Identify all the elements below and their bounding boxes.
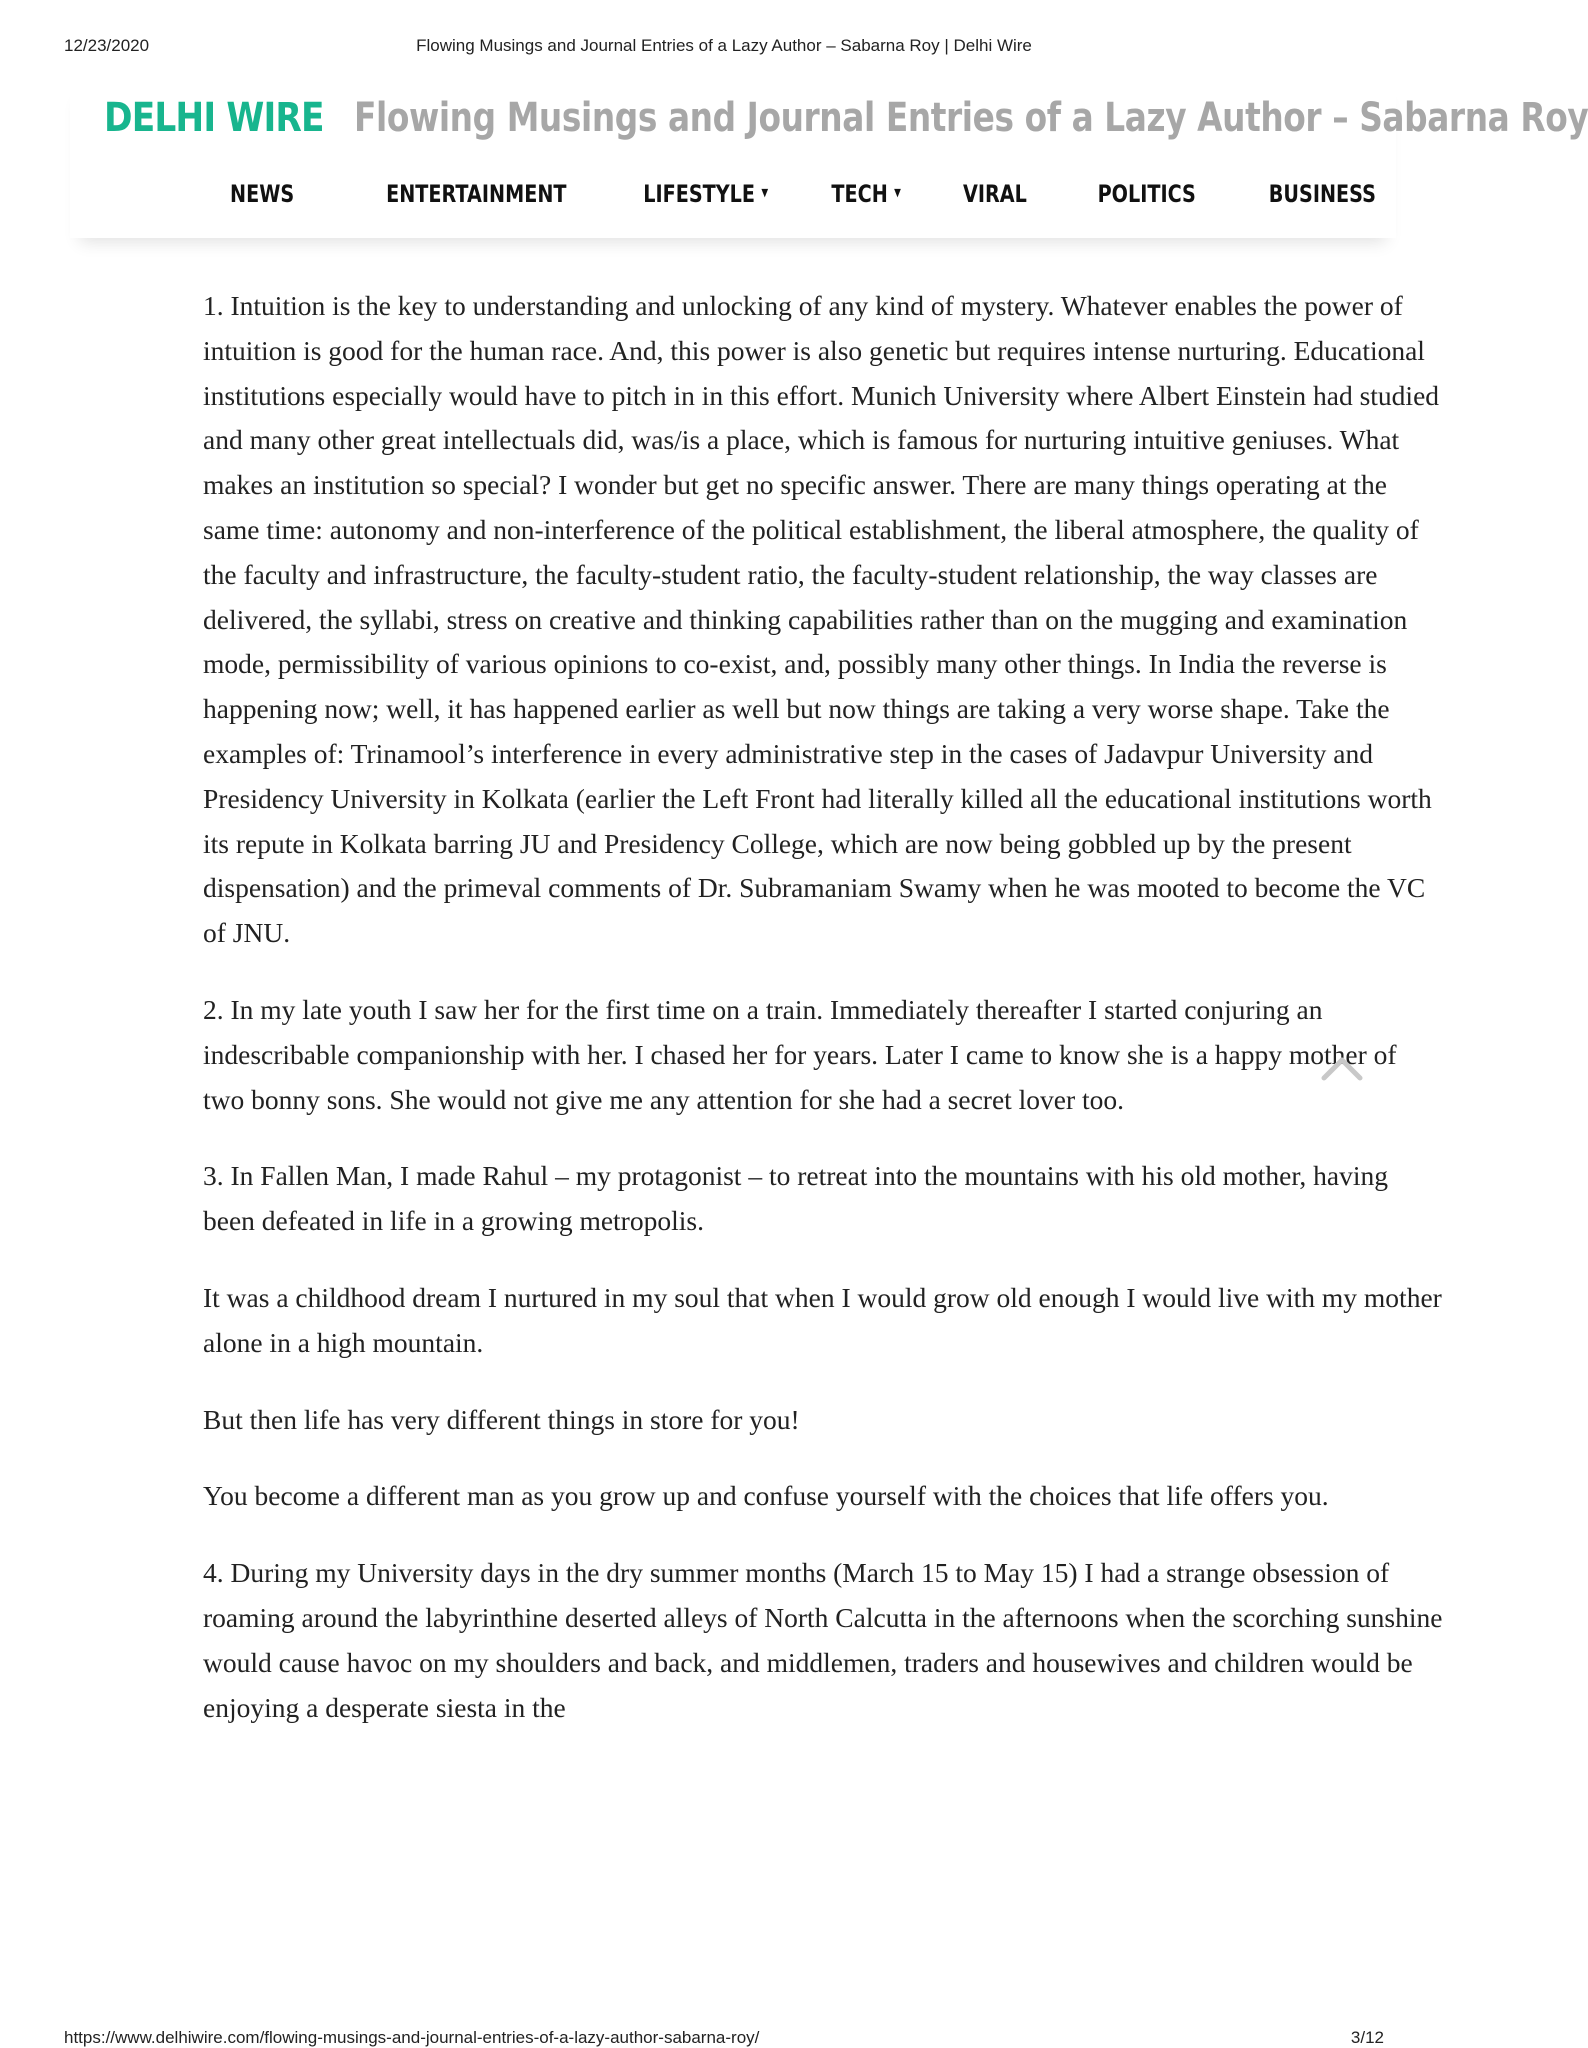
scroll-to-top-button[interactable] — [1322, 1048, 1362, 1088]
nav-news-label: NEWS — [230, 180, 295, 208]
article-paragraph: 3. In Fallen Man, I made Rahul – my protagonist – to retreat into the mountains with his old mother, having been defeated in life in a growing metropolis. — [203, 1160, 1389, 1237]
nav-entertainment-label: ENTERTAINMENT — [385, 180, 567, 208]
nav-tech[interactable] — [832, 180, 902, 208]
nav-politics-label: POLITICS — [1097, 180, 1197, 208]
article-paragraph: 1. Intuition is the key to understanding and unlocking of any kind of mystery. Whatever enables the power of intuition is good for the human race. And, this power is also genetic but requires intense nurturing. Educational institutions especially would have to pitch in in this effort. Munich University where Albert Einstein had studied and many other great intellectuals did, was/is a place, which is famous for nurturing intuitive geniuses. What makes an institution so special? I wonder but get no specific answer. There are many things operating at the same time: autonomy and non-interference of the political establishment, the liberal atmosphere, the quality of the faculty and infrastructure, the faculty-student ratio, the faculty-student relationship, the way classes are delivered, the syllabi, stress on creative and thinking capabilities rather than on the mugging and examination mode, permissibility of various opinions to co-exist, and, possibly many other things. In India the reverse is happening now; well, it has happened earlier as well but now things are taking a very worse shape. Take the examples of: Trinamool’s interference in every administrative step in the cases of Jadavpur University and Presidency University in Kolkata (earlier the Left Front had literally killed all the educational institutions worth its repute in Kolkata barring JU and Presidency College, which are now being gobbled up by the present dispensation) and the primeval comments of Dr. Subramaniam Swamy when he was mooted to become the VC of JNU. — [203, 290, 1440, 949]
print-page-title: Flowing Musings and Journal Entries of a Lazy Author – Sabarna Roy | Delhi Wire — [416, 36, 1032, 55]
caret-down-icon: ▼ — [894, 185, 902, 199]
article-paragraph: But then life has very different things in store for you! — [203, 1403, 800, 1435]
article-paragraph: It was a childhood dream I nurtured in my soul that when I would grow old enough I would live with my mother alone in a high mountain. — [203, 1281, 1442, 1358]
site-header — [70, 78, 1588, 238]
nav-viral[interactable] — [963, 180, 1027, 208]
article-paragraph: 4. During my University days in the dry summer months (March 15 to May 15) I had a strange obsession of roaming around the labyrinthine deserted alleys of North Calcutta in the afternoons when the scorching sunshine would cause havoc on my shoulders and back, and middlemen, traders and housewives and children would be enjoying a desperate siesta in the — [203, 1557, 1443, 1723]
print-header — [0, 36, 1448, 60]
nav-lifestyle-label: LIFESTYLE — [643, 180, 756, 208]
article-paragraph: 2. In my late youth I saw her for the first time on a train. Immediately thereafter I started conjuring an indescribable companionship with her. I chased her for years. Later I came to know she is a happy mother of two bonny sons. She would not give me any attention for she had a secret lover too. — [203, 993, 1397, 1115]
nav-tech-label: TECH — [831, 180, 889, 208]
chevron-up-icon — [1322, 1048, 1362, 1088]
nav-business[interactable] — [1269, 180, 1376, 208]
nav-business-label: BUSINESS — [1268, 180, 1376, 208]
print-page-number: 3/12 — [1350, 2028, 1384, 2047]
article-paragraph: You become a different man as you grow up and confuse yourself with the choices that life offers you. — [203, 1480, 1329, 1512]
nav-viral-label: VIRAL — [963, 180, 1028, 208]
nav-entertainment[interactable] — [386, 180, 566, 208]
caret-down-icon: ▼ — [761, 185, 769, 199]
print-date: 12/23/2020 — [64, 36, 150, 55]
main-nav — [168, 180, 1376, 208]
print-url: https://www.delhiwire.com/flowing-musings-and-journal-entries-of-a-lazy-author-sabarna-roy/ — [64, 2028, 760, 2047]
nav-lifestyle[interactable] — [643, 180, 768, 208]
site-logo[interactable]: DELHI WIRE — [104, 95, 324, 141]
nav-politics[interactable] — [1098, 180, 1196, 208]
article-body — [203, 284, 1443, 1762]
nav-news[interactable] — [230, 180, 294, 208]
article-headline: Flowing Musings and Journal Entries of a Lazy Author – Sabarna Roy — [354, 95, 1588, 141]
